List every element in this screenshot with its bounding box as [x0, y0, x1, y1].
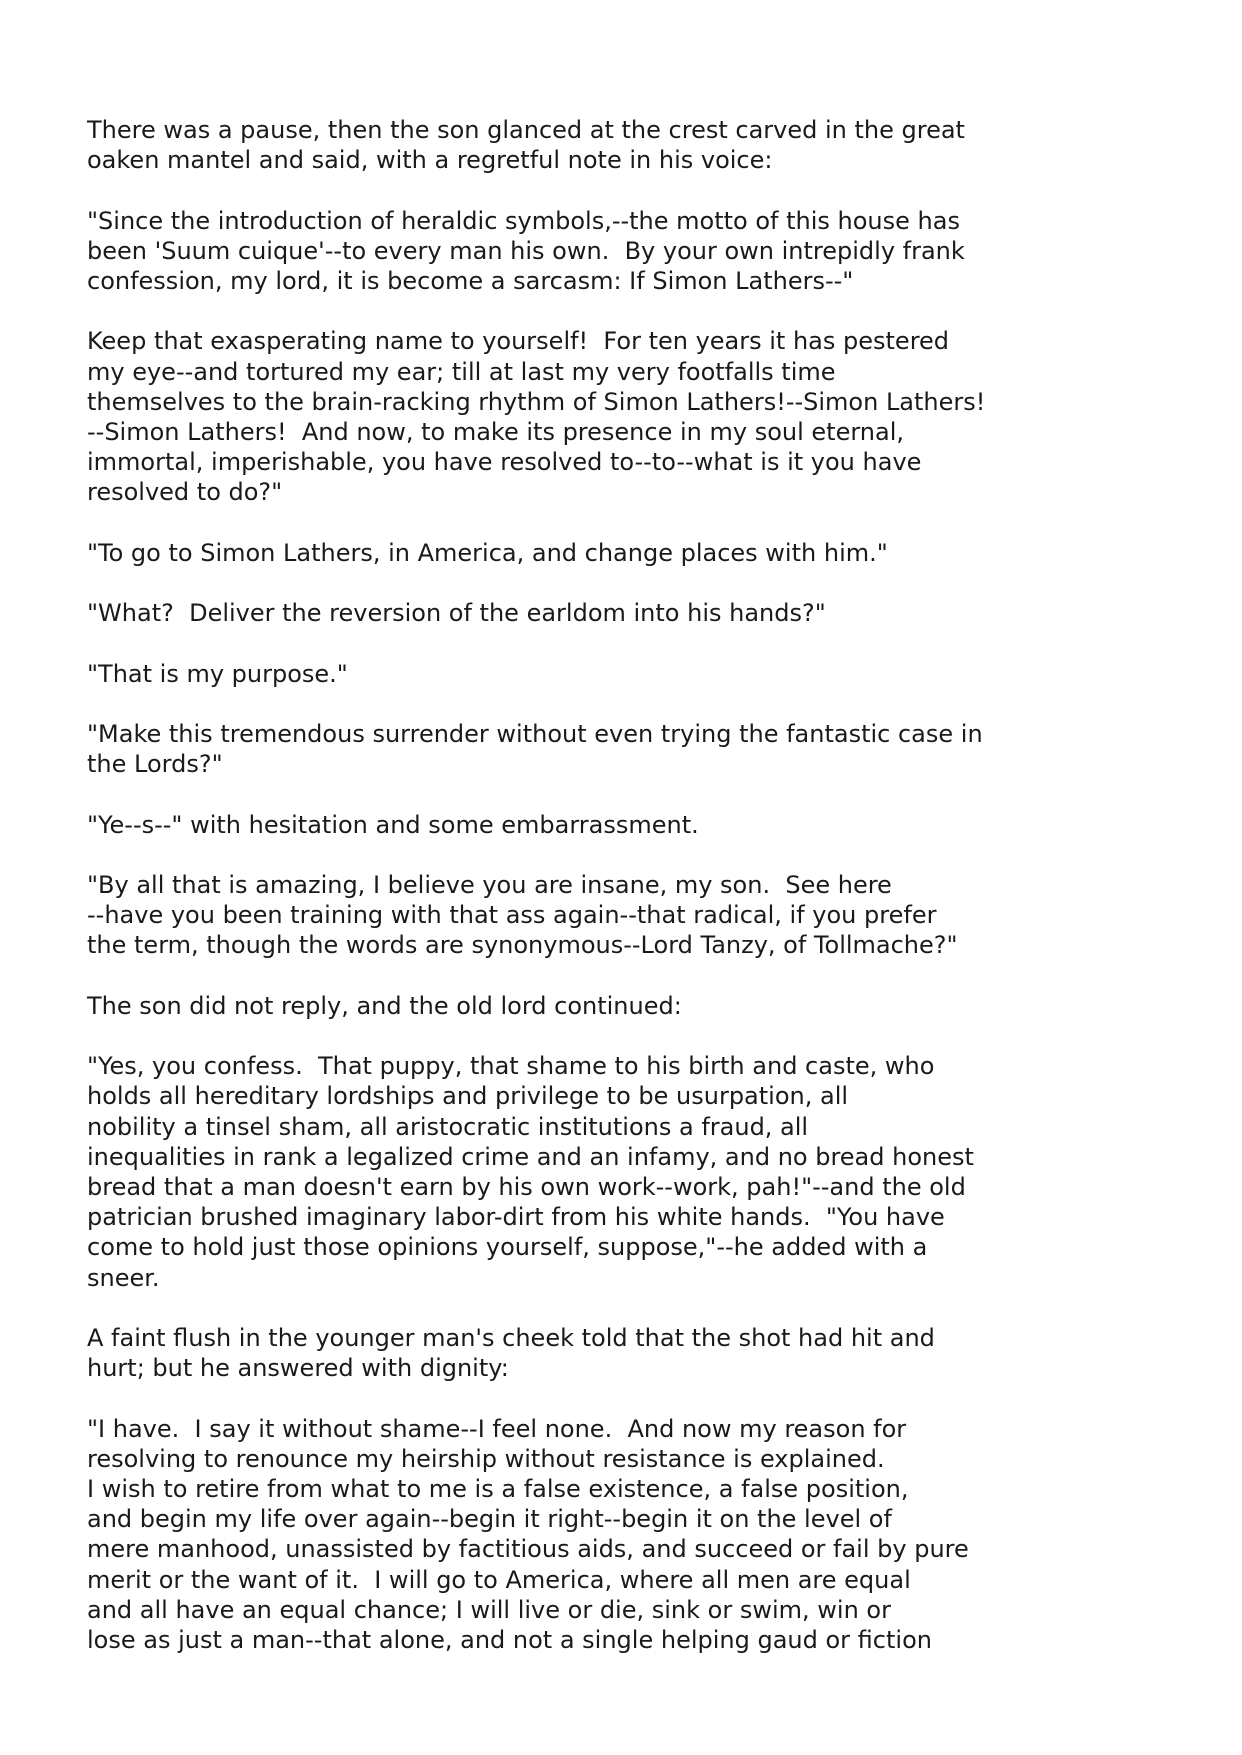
- paragraph-2: "Since the introduction of heraldic symbols,--the motto of this house has been 'Suum cuique'--to every man his own. By your own intrepidly frank confession, my lord, it is become a sarcasm: If Simon Lathers--": [87, 206, 965, 295]
- paragraph-8: "Ye--s--" with hesitation and some embarrassment.: [87, 810, 699, 839]
- paragraph-3: Keep that exasperating name to yourself! For ten years it has pestered my eye--and tortured my ear; till at last my very footfalls time themselves to the brain-racking rhythm of Simon Lathers!--Simon Lathers! --Simon Lathers! And now, to make its presence in my soul eternal, immortal, imperishable, you have resolved to--to--what is it you have resolved to do?": [87, 327, 986, 507]
- paragraph-11: "Yes, you confess. That puppy, that shame to his birth and caste, who holds all hereditary lordships and privilege to be usurpation, all nobility a tinsel sham, all aristocratic institutions a fraud, all inequalities in rank a legalized crime and an infamy, and no bread honest bread that a man doesn't earn by his own work--work, pah!"--and the old patrician brushed imaginary labor-dirt from his white hands. "You have come to hold just those opinions yourself, suppose,"--he added with a sneer.: [87, 1052, 974, 1292]
- paragraph-7: "Make this tremendous surrender without even trying the fantastic case in the Lords?": [87, 719, 983, 779]
- paragraph-5: "What? Deliver the reversion of the earldom into his hands?": [87, 599, 826, 628]
- paragraph-6: "That is my purpose.": [87, 659, 348, 688]
- paragraph-12: A faint flush in the younger man's cheek told that the shot had hit and hurt; but he answered with dignity:: [87, 1323, 935, 1383]
- body-text: [87, 115, 1197, 1655]
- paragraph-13: "I have. I say it without shame--I feel none. And now my reason for resolving to renounce my heirship without resistance is explained. I wish to retire from what to me is a false existence, a false position, and begin my life over again--begin it right--begin it on the level of mere manhood, unassisted by factitious aids, and succeed or fail by pure merit or the want of it. I will go to America, where all men are equal and all have an equal chance; I will live or die, sink or swim, win or lose as just a man--that alone, and not a single helping gaud or fiction: [87, 1414, 969, 1654]
- paragraph-1: There was a pause, then the son glanced at the crest carved in the great oaken mantel and said, with a regretful note in his voice:: [87, 116, 965, 175]
- paragraph-9: "By all that is amazing, I believe you are insane, my son. See here --have you been training with that ass again--that radical, if you prefer the term, though the words are synonymous--Lord Tanzy, of Tollmache?": [87, 870, 958, 960]
- paragraph-10: The son did not reply, and the old lord continued:: [87, 991, 682, 1020]
- paragraph-4: "To go to Simon Lathers, in America, and change places with him.": [87, 538, 888, 567]
